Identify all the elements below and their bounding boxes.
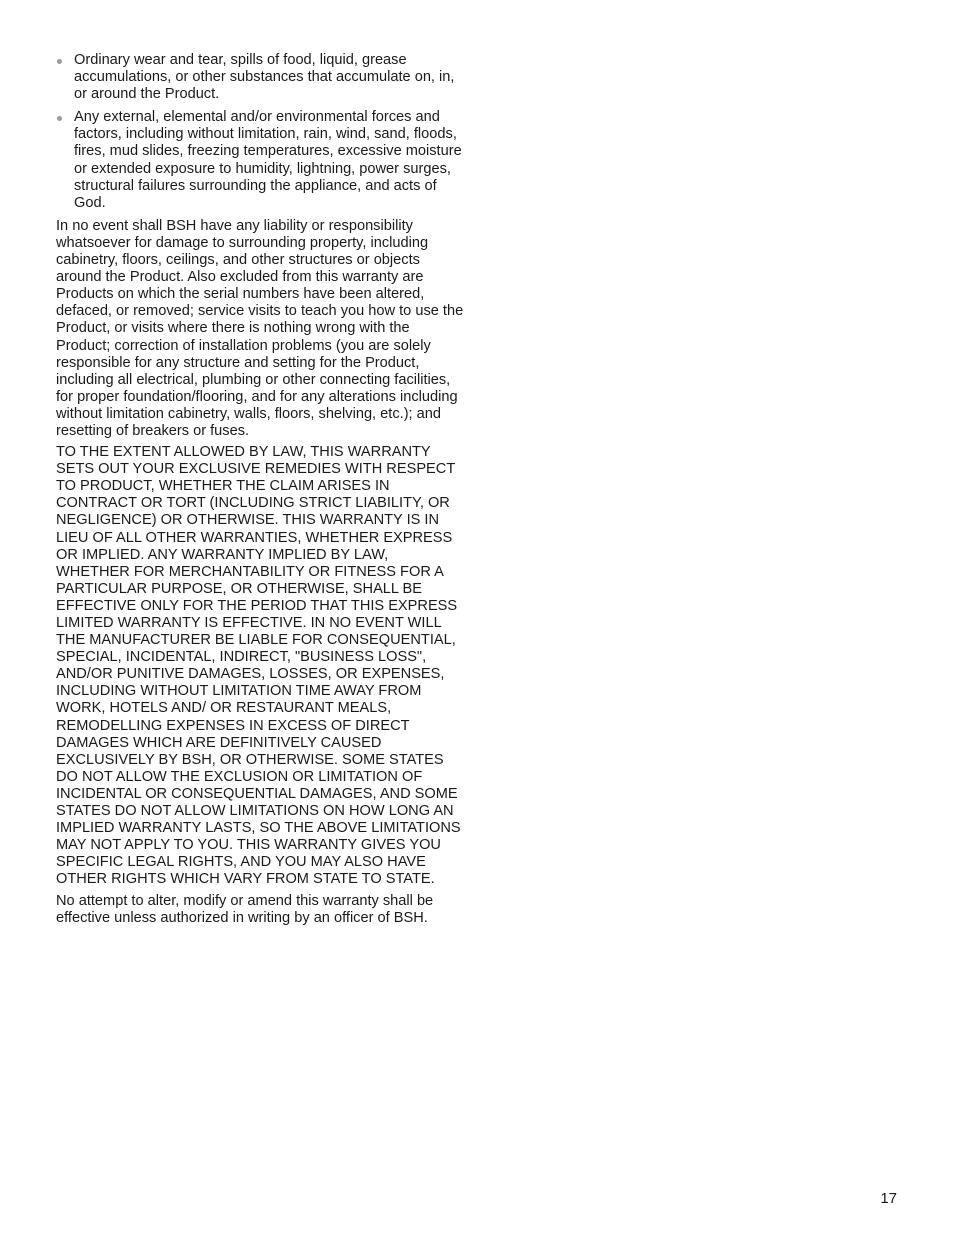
list-item-text: Ordinary wear and tear, spills of food, liquid, grease accumulations, or other substances that accumulate on, in, or around the Product. xyxy=(74,52,455,103)
bullet-dot-icon xyxy=(57,116,62,121)
list-item-text: Any external, elemental and/or environmental forces and factors, including without limitation, rain, wind, sand, floods, fires, mud slides, freezing temperatures, excessive moisture or extended exposure to humidity, lightning, power surges, structural failures surrounding the appliance, and acts of God. xyxy=(74,109,462,211)
liability-paragraph: In no event shall BSH have any liability or responsibility whatsoever for damage to surrounding property, including cabinetry, floors, ceilings, and other structures or objects around the Product. Also excluded from this warranty are Products on which the serial numbers have been altered, defaced, or removed; service visits to teach you how to use the Product, or visits where there is nothing wrong with the Product; correction of installation problems (you are solely responsible for any structure and setting for the Product, including all electrical, plumbing or other connecting facilities, for proper foundation/flooring, and for any alterations including without limitation cabinetry, walls, floors, shelving, etc.); and resetting of breakers or fuses. xyxy=(56,217,464,439)
page-number: 17 xyxy=(880,1190,897,1207)
list-item xyxy=(56,52,464,103)
amendment-paragraph: No attempt to alter, modify or amend this warranty shall be effective unless authorized in writing by an officer of BSH. xyxy=(56,892,434,926)
text-column xyxy=(56,52,464,931)
exclusion-list xyxy=(56,52,464,212)
bullet-dot-icon xyxy=(57,59,62,64)
warranty-disclaimer-paragraph: TO THE EXTENT ALLOWED BY LAW, THIS WARRANTY SETS OUT YOUR EXCLUSIVE REMEDIES WITH RESPECT TO PRODUCT, WHETHER THE CLAIM ARISES IN CONTRACT OR TORT (INCLUDING STRICT LIABILITY, OR NEGLIGENCE) OR OTHERWISE. THIS WARRANTY IS IN LIEU OF ALL OTHER WARRANTIES, WHETHER EXPRESS OR IMPLIED. ANY WARRANTY IMPLIED BY LAW, WHETHER FOR MERCHANTABILITY OR FITNESS FOR A PARTICULAR PURPOSE, OR OTHERWISE, SHALL BE EFFECTIVE ONLY FOR THE PERIOD THAT THIS EXPRESS LIMITED WARRANTY IS EFFECTIVE. IN NO EVENT WILL THE MANUFACTURER BE LIABLE FOR CONSEQUENTIAL, SPECIAL, INCIDENTAL, INDIRECT, "BUSINESS LOSS", AND/OR PUNITIVE DAMAGES, LOSSES, OR EXPENSES, INCLUDING WITHOUT LIMITATION TIME AWAY FROM WORK, HOTELS AND/ OR RESTAURANT MEALS, REMODELLING EXPENSES IN EXCESS OF DIRECT DAMAGES WHICH ARE DEFINITIVELY CAUSED EXCLUSIVELY BY BSH, OR OTHERWISE. SOME STATES DO NOT ALLOW THE EXCLUSION OR LIMITATION OF INCIDENTAL OR CONSEQUENTIAL DAMAGES, AND SOME STATES DO NOT ALLOW LIMITATIONS ON HOW LONG AN IMPLIED WARRANTY LASTS, SO THE ABOVE LIMITATIONS MAY NOT APPLY TO YOU. THIS WARRANTY GIVES YOU SPECIFIC LEGAL RIGHTS, AND YOU MAY ALSO HAVE OTHER RIGHTS WHICH VARY FROM STATE TO STATE. xyxy=(56,444,461,888)
list-item xyxy=(56,109,464,212)
